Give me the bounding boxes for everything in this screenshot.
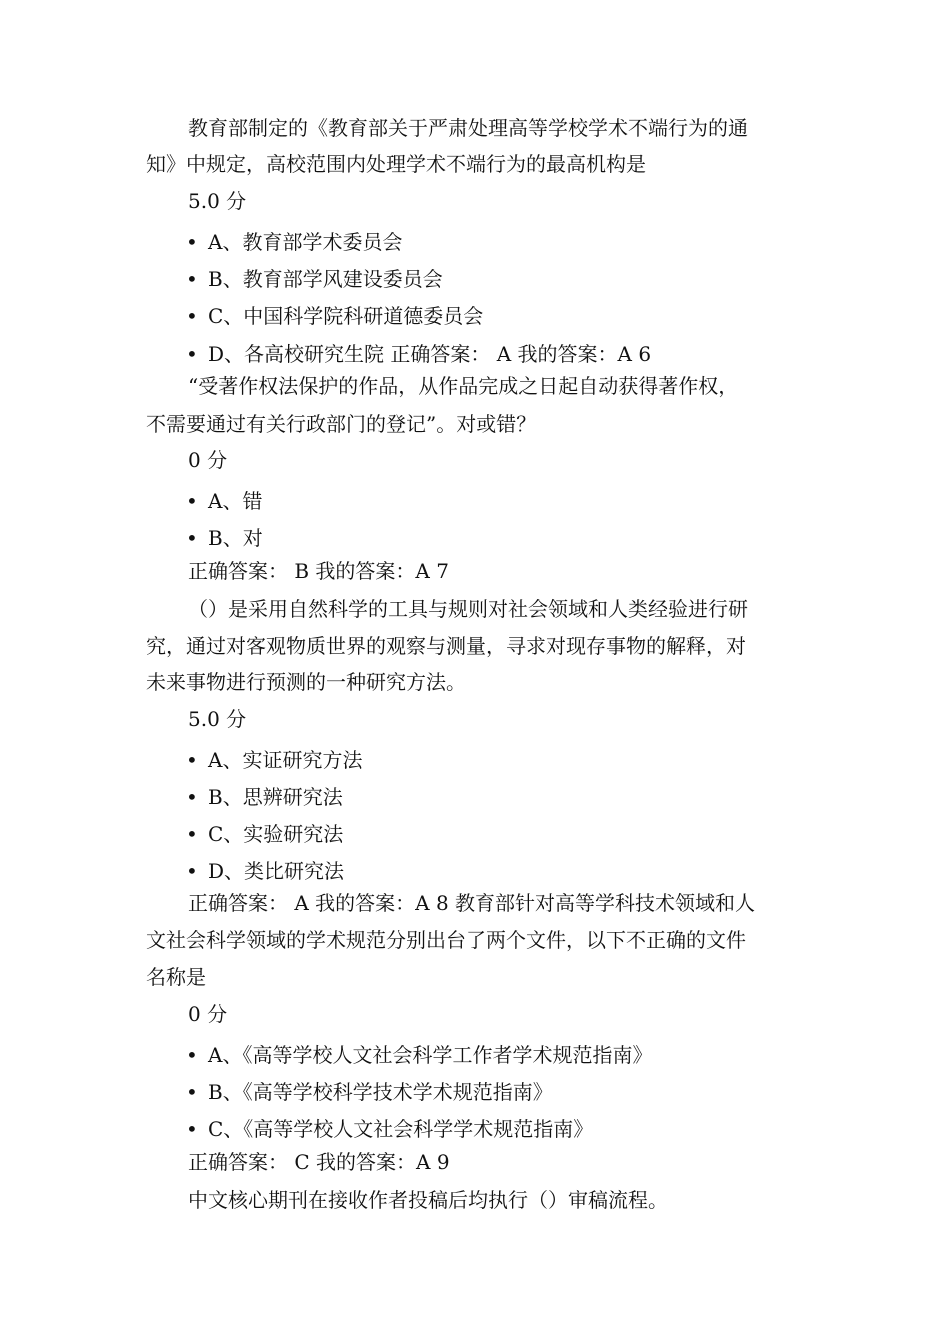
question-6-score: 0 分 (188, 448, 228, 472)
question-8-score: 0 分 (188, 1002, 228, 1026)
bullet-icon: • (186, 1080, 198, 1104)
question-5-option-d: • D、各高校研究生院 正确答案： A 我的答案：A 6 (186, 342, 652, 366)
question-7-text-cont: 未来事物进行预测的一种研究方法。 (146, 670, 466, 694)
question-6-answer: 正确答案： B 我的答案：A 7 (188, 559, 449, 583)
bullet-icon: • (186, 230, 198, 254)
question-6-text: “受著作权法保护的作品，从作品完成之日起自动获得著作权， (188, 374, 739, 398)
bullet-icon: • (186, 1117, 198, 1141)
question-5-option-a: • A、教育部学术委员会 (186, 230, 403, 254)
question-8-text-cont: 文社会科学领域的学术规范分别出台了两个文件，以下不正确的文件 (146, 928, 746, 952)
question-8-option-b: • B、《高等学校科学技术学术规范指南》 (186, 1080, 553, 1104)
question-9-text: 中文核心期刊在接收作者投稿后均执行（）审稿流程。 (188, 1188, 668, 1212)
bullet-icon: • (186, 785, 198, 809)
bullet-icon: • (186, 342, 198, 366)
question-6-text-cont: 不需要通过有关行政部门的登记”。对或错？ (146, 412, 537, 436)
bullet-icon: • (186, 304, 198, 328)
question-8-answer: 正确答案： C 我的答案：A 9 (188, 1150, 450, 1174)
question-8-option-c: • C、《高等学校人文社会科学学术规范指南》 (186, 1117, 594, 1141)
bullet-icon: • (186, 748, 198, 772)
question-6-option-b: • B、对 (186, 526, 263, 550)
question-6-option-a: • A、错 (186, 489, 263, 513)
question-7-option-a: • A、实证研究方法 (186, 748, 363, 772)
bullet-icon: • (186, 489, 198, 513)
question-7-option-d: • D、类比研究法 (186, 859, 345, 883)
question-7-answer: 正确答案： A 我的答案：A 8 教育部针对高等学科技术领域和人 (188, 891, 756, 915)
question-8-option-a: • A、《高等学校人文社会科学工作者学术规范指南》 (186, 1043, 653, 1067)
question-7-text-cont: 究，通过对客观物质世界的观察与测量，寻求对现存事物的解释，对 (146, 634, 746, 658)
bullet-icon: • (186, 267, 198, 291)
question-7-option-b: • B、思辨研究法 (186, 785, 343, 809)
bullet-icon: • (186, 1043, 198, 1067)
question-5-text: 教育部制定的《教育部关于严肃处理高等学校学术不端行为的通 (188, 116, 748, 140)
question-7-text: （）是采用自然科学的工具与规则对社会领域和人类经验进行研 (188, 597, 748, 621)
bullet-icon: • (186, 526, 198, 550)
bullet-icon: • (186, 859, 198, 883)
question-5-score: 5.0 分 (188, 189, 247, 213)
question-7-score: 5.0 分 (188, 707, 247, 731)
bullet-icon: • (186, 822, 198, 846)
question-5-option-b: • B、教育部学风建设委员会 (186, 267, 443, 291)
question-5-option-c: • C、中国科学院科研道德委员会 (186, 304, 484, 328)
question-5-text-cont: 知》中规定，高校范围内处理学术不端行为的最高机构是 (146, 152, 646, 176)
question-7-option-c: • C、实验研究法 (186, 822, 344, 846)
question-8-text-cont: 名称是 (146, 965, 206, 989)
